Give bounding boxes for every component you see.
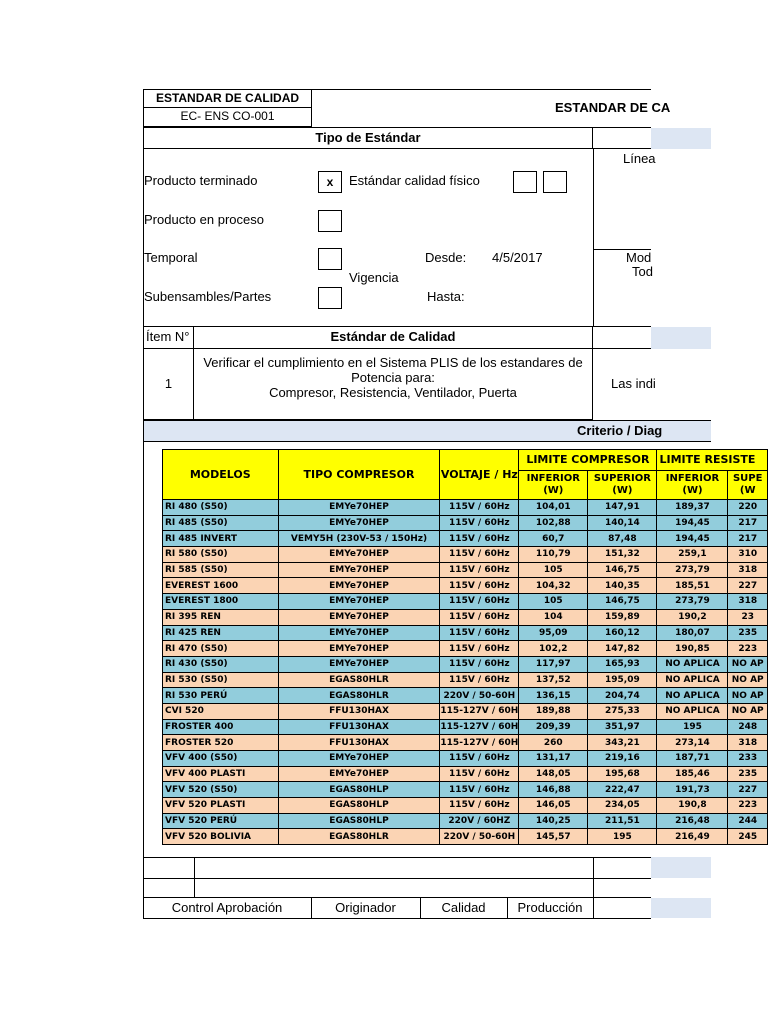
header-tipo-compresor: TIPO COMPRESOR — [278, 450, 440, 500]
model-cell: FROSTER 400 — [163, 719, 279, 735]
resistencia-inferior-cell: 195 — [657, 719, 728, 735]
table-row — [163, 641, 768, 657]
compresor-superior-cell: 234,05 — [588, 798, 657, 814]
tipo-compresor-cell: EMYe70HEP — [278, 641, 440, 657]
subensambles-checkbox[interactable] — [318, 287, 342, 309]
voltaje-cell: 220V / 50-60H — [440, 688, 519, 704]
resistencia-superior-cell: 245 — [728, 829, 768, 845]
resistencia-superior-cell: 217 — [728, 531, 768, 547]
tipo-compresor-cell: EGAS80HLP — [278, 782, 440, 798]
voltaje-cell: 115V / 60Hz — [440, 656, 519, 672]
resistencia-inferior-cell: 189,37 — [657, 500, 728, 516]
compresor-superior-cell: 160,12 — [588, 625, 657, 641]
compresor-superior-cell: 195,09 — [588, 672, 657, 688]
resistencia-superior-cell: 318 — [728, 562, 768, 578]
resistencia-inferior-cell: 259,1 — [657, 547, 728, 563]
tipo-compresor-cell: FFU130HAX — [278, 719, 440, 735]
compresor-superior-cell: 146,75 — [588, 562, 657, 578]
resistencia-superior-cell: 223 — [728, 798, 768, 814]
compresor-superior-cell: 165,93 — [588, 656, 657, 672]
voltaje-cell: 115V / 60Hz — [440, 782, 519, 798]
model-cell: VFV 400 (S50) — [163, 751, 279, 767]
model-cell: RI 485 (S50) — [163, 515, 279, 531]
item-number: 1 — [164, 376, 173, 391]
compresor-superior-cell: 87,48 — [588, 531, 657, 547]
resistencia-superior-cell: 248 — [728, 719, 768, 735]
compresor-superior-cell: 147,82 — [588, 641, 657, 657]
resistencia-superior-cell: 223 — [728, 641, 768, 657]
voltaje-cell: 115V / 60Hz — [440, 500, 519, 516]
table-row — [163, 672, 768, 688]
producto-terminado-checkbox[interactable]: x — [318, 171, 342, 193]
model-cell: VFV 520 BOLIVIA — [163, 829, 279, 845]
temporal-checkbox[interactable] — [318, 248, 342, 270]
compresor-superior-cell: 159,89 — [588, 609, 657, 625]
tipo-compresor-cell: EGAS80HLR — [278, 688, 440, 704]
resistencia-inferior-cell: 190,2 — [657, 609, 728, 625]
voltaje-cell: 115V / 60Hz — [440, 672, 519, 688]
compresor-inferior-cell: 104,32 — [519, 578, 588, 594]
table-row — [163, 578, 768, 594]
tipo-compresor-cell: VEMY5H (230V-53 / 150Hz) — [278, 531, 440, 547]
resistencia-superior-cell: 235 — [728, 625, 768, 641]
model-cell: RI 470 (S50) — [163, 641, 279, 657]
resistencia-inferior-cell: 216,48 — [657, 813, 728, 829]
compresor-superior-cell: 219,16 — [588, 751, 657, 767]
header-inferior: INFERIOR (W) — [519, 471, 588, 500]
voltaje-cell: 115V / 60Hz — [440, 609, 519, 625]
tipo-compresor-cell: EMYe70HEP — [278, 594, 440, 610]
model-cell: EVEREST 1600 — [163, 578, 279, 594]
item-right-text: Las indi — [611, 376, 656, 391]
resistencia-superior-cell: 227 — [728, 578, 768, 594]
model-cell: RI 425 REN — [163, 625, 279, 641]
model-cell: FROSTER 520 — [163, 735, 279, 751]
tipo-compresor-cell: EMYe70HEP — [278, 500, 440, 516]
resistencia-superior-cell: 235 — [728, 766, 768, 782]
table-row — [163, 751, 768, 767]
resistencia-inferior-cell: 190,8 — [657, 798, 728, 814]
header-voltaje: VOLTAJE / Hz — [440, 450, 519, 500]
voltaje-cell: 115V / 60Hz — [440, 578, 519, 594]
resistencia-superior-cell: 318 — [728, 735, 768, 751]
tipo-compresor-cell: EMYe70HEP — [278, 609, 440, 625]
subensambles-label: Subensambles/Partes — [144, 289, 272, 304]
compresor-inferior-cell: 104 — [519, 609, 588, 625]
model-cell: VFV 520 PLASTI — [163, 798, 279, 814]
tipo-compresor-cell: FFU130HAX — [278, 735, 440, 751]
estandar-calidad-label: Estándar de Calidad — [330, 329, 456, 344]
voltaje-cell: 115V / 60Hz — [440, 594, 519, 610]
item-num-label: Ítem N° — [146, 329, 190, 344]
resistencia-superior-cell: 318 — [728, 594, 768, 610]
voltaje-cell: 115V / 60Hz — [440, 641, 519, 657]
resistencia-superior-cell: NO AP — [728, 672, 768, 688]
resistencia-inferior-cell: 190,85 — [657, 641, 728, 657]
item-line-1: Verificar el cumplimiento en el Sistema PLIS de los estandares de — [203, 355, 583, 370]
tipo-heading: Tipo de Estándar — [315, 130, 421, 145]
tipo-compresor-cell: EMYe70HEP — [278, 625, 440, 641]
compresor-superior-cell: 195,68 — [588, 766, 657, 782]
models-table — [162, 449, 768, 845]
compresor-inferior-cell: 104,01 — [519, 500, 588, 516]
item-line-3: Compresor, Resistencia, Ventilador, Puerta — [269, 385, 517, 400]
tipo-compresor-cell: EMYe70HEP — [278, 578, 440, 594]
resistencia-inferior-cell: 194,45 — [657, 531, 728, 547]
header-superior: SUPERIOR (W) — [588, 471, 657, 500]
resistencia-inferior-cell: NO APLICA — [657, 688, 728, 704]
compresor-inferior-cell: 110,79 — [519, 547, 588, 563]
model-cell: EVEREST 1800 — [163, 594, 279, 610]
model-cell: RI 480 (S50) — [163, 500, 279, 516]
voltaje-cell: 115V / 60Hz — [440, 798, 519, 814]
resistencia-inferior-cell: 273,14 — [657, 735, 728, 751]
resistencia-superior-cell: 217 — [728, 515, 768, 531]
table-row — [163, 515, 768, 531]
compresor-inferior-cell: 209,39 — [519, 719, 588, 735]
compresor-superior-cell: 275,33 — [588, 703, 657, 719]
table-row — [163, 656, 768, 672]
voltaje-cell: 115-127V / 60H — [440, 719, 519, 735]
model-cell: RI 395 REN — [163, 609, 279, 625]
compresor-inferior-cell: 148,05 — [519, 766, 588, 782]
table-row — [163, 625, 768, 641]
tipo-compresor-cell: EMYe70HEP — [278, 547, 440, 563]
model-cell: CVI 520 — [163, 703, 279, 719]
compresor-superior-cell: 195 — [588, 829, 657, 845]
voltaje-cell: 115-127V / 60H — [440, 735, 519, 751]
compresor-inferior-cell: 105 — [519, 594, 588, 610]
header-modelos: MODELOS — [163, 450, 279, 500]
table-row — [163, 703, 768, 719]
compresor-inferior-cell: 117,97 — [519, 656, 588, 672]
tipo-compresor-cell: EMYe70HEP — [278, 515, 440, 531]
voltaje-cell: 115V / 60Hz — [440, 625, 519, 641]
compresor-superior-cell: 151,32 — [588, 547, 657, 563]
vigencia-label: Vigencia — [349, 270, 399, 285]
compresor-superior-cell: 222,47 — [588, 782, 657, 798]
resistencia-superior-cell: 227 — [728, 782, 768, 798]
tipo-compresor-cell: EGAS80HLR — [278, 829, 440, 845]
table-row — [163, 766, 768, 782]
model-cell: VFV 520 (S50) — [163, 782, 279, 798]
resistencia-inferior-cell: 273,79 — [657, 594, 728, 610]
header-inferior-resistencia: INFERIOR (W) — [657, 471, 728, 500]
table-row — [163, 735, 768, 751]
voltaje-cell: 115V / 60Hz — [440, 751, 519, 767]
compresor-inferior-cell: 95,09 — [519, 625, 588, 641]
producto-proceso-checkbox[interactable] — [318, 210, 342, 232]
table-row — [163, 829, 768, 845]
resistencia-superior-cell: NO AP — [728, 703, 768, 719]
tipo-compresor-cell: EMYe70HEP — [278, 751, 440, 767]
resistencia-inferior-cell: 191,73 — [657, 782, 728, 798]
resistencia-superior-cell: NO AP — [728, 688, 768, 704]
voltaje-cell: 115-127V / 60H — [440, 703, 519, 719]
resistencia-inferior-cell: 185,51 — [657, 578, 728, 594]
voltaje-cell: 115V / 60Hz — [440, 562, 519, 578]
compresor-inferior-cell: 260 — [519, 735, 588, 751]
table-row — [163, 719, 768, 735]
model-cell: VFV 400 PLASTI — [163, 766, 279, 782]
resistencia-superior-cell: NO AP — [728, 656, 768, 672]
compresor-inferior-cell: 105 — [519, 562, 588, 578]
model-cell: RI 485 INVERT — [163, 531, 279, 547]
voltaje-cell: 115V / 60Hz — [440, 515, 519, 531]
modelo-label: Mod — [626, 250, 652, 265]
table-row — [163, 562, 768, 578]
producto-proceso-label: Producto en proceso — [144, 212, 264, 227]
todos-label: Tod — [632, 264, 653, 279]
model-cell: RI 530 (S50) — [163, 672, 279, 688]
originador-label: Originador — [335, 900, 396, 915]
resistencia-inferior-cell: NO APLICA — [657, 703, 728, 719]
header-superior-resistencia: SUPE (W — [728, 471, 768, 500]
resistencia-inferior-cell: NO APLICA — [657, 672, 728, 688]
voltaje-cell: 115V / 60Hz — [440, 547, 519, 563]
compresor-superior-cell: 140,14 — [588, 515, 657, 531]
compresor-inferior-cell: 140,25 — [519, 813, 588, 829]
table-row — [163, 594, 768, 610]
resistencia-inferior-cell: 194,45 — [657, 515, 728, 531]
model-cell: RI 430 (S50) — [163, 656, 279, 672]
tipo-compresor-cell: EGAS80HLP — [278, 798, 440, 814]
compresor-inferior-cell: 145,57 — [519, 829, 588, 845]
table-row — [163, 688, 768, 704]
resistencia-superior-cell: 244 — [728, 813, 768, 829]
estandar-fisico-checkbox-2[interactable] — [543, 171, 567, 193]
standard-label: ESTANDAR DE CALIDAD — [155, 91, 300, 105]
criterio-label: Criterio / Diag — [577, 423, 663, 438]
resistencia-inferior-cell: 273,79 — [657, 562, 728, 578]
desde-value: 4/5/2017 — [492, 250, 543, 265]
compresor-inferior-cell: 131,17 — [519, 751, 588, 767]
compresor-superior-cell: 351,97 — [588, 719, 657, 735]
resistencia-inferior-cell: 185,46 — [657, 766, 728, 782]
estandar-fisico-label: Estándar calidad físico — [349, 173, 480, 188]
tipo-compresor-cell: EGAS80HLP — [278, 813, 440, 829]
voltaje-cell: 115V / 60Hz — [440, 766, 519, 782]
compresor-inferior-cell: 136,15 — [519, 688, 588, 704]
compresor-superior-cell: 146,75 — [588, 594, 657, 610]
control-aprobacion-label: Control Aprobación — [171, 900, 283, 915]
compresor-superior-cell: 343,21 — [588, 735, 657, 751]
table-row — [163, 798, 768, 814]
calidad-label: Calidad — [441, 900, 486, 915]
header-limite-compresor: LIMITE COMPRESOR — [519, 450, 657, 471]
compresor-inferior-cell: 102,2 — [519, 641, 588, 657]
voltaje-cell: 115V / 60Hz — [440, 531, 519, 547]
hasta-label: Hasta: — [427, 289, 465, 304]
table-row — [163, 500, 768, 516]
item-line-2: Potencia para: — [351, 370, 435, 385]
resistencia-superior-cell: 220 — [728, 500, 768, 516]
compresor-inferior-cell: 60,7 — [519, 531, 588, 547]
resistencia-superior-cell: 310 — [728, 547, 768, 563]
compresor-inferior-cell: 137,52 — [519, 672, 588, 688]
resistencia-superior-cell: 23 — [728, 609, 768, 625]
compresor-superior-cell: 147,91 — [588, 500, 657, 516]
tipo-compresor-cell: EMYe70HEP — [278, 562, 440, 578]
voltaje-cell: 220V / 60HZ — [440, 813, 519, 829]
document-code: EC- ENS CO-001 — [180, 109, 275, 123]
compresor-superior-cell: 211,51 — [588, 813, 657, 829]
compresor-superior-cell: 204,74 — [588, 688, 657, 704]
table-row — [163, 609, 768, 625]
compresor-inferior-cell: 102,88 — [519, 515, 588, 531]
desde-label: Desde: — [425, 250, 467, 265]
voltaje-cell: 220V / 50-60H — [440, 829, 519, 845]
model-cell: RI 585 (S50) — [163, 562, 279, 578]
compresor-inferior-cell: 146,05 — [519, 798, 588, 814]
compresor-inferior-cell: 189,88 — [519, 703, 588, 719]
model-cell: RI 530 PERÚ — [163, 688, 279, 704]
linea-label: Línea — [623, 151, 656, 166]
table-row — [163, 531, 768, 547]
resistencia-superior-cell: 233 — [728, 751, 768, 767]
tipo-compresor-cell: FFU130HAX — [278, 703, 440, 719]
table-row — [163, 547, 768, 563]
compresor-superior-cell: 140,35 — [588, 578, 657, 594]
model-cell: RI 580 (S50) — [163, 547, 279, 563]
resistencia-inferior-cell: 187,71 — [657, 751, 728, 767]
table-row — [163, 813, 768, 829]
producto-terminado-label: Producto terminado — [144, 173, 258, 188]
table-row — [163, 782, 768, 798]
tipo-compresor-cell: EMYe70HEP — [278, 656, 440, 672]
header-limite-resistencia: LIMITE RESISTE — [657, 450, 768, 471]
compresor-inferior-cell: 146,88 — [519, 782, 588, 798]
temporal-label: Temporal — [144, 250, 198, 265]
tipo-compresor-cell: EGAS80HLR — [278, 672, 440, 688]
resistencia-inferior-cell: 216,49 — [657, 829, 728, 845]
estandar-fisico-checkbox-1[interactable] — [513, 171, 537, 193]
produccion-label: Producción — [517, 900, 583, 915]
document-title: ESTANDAR DE CA — [555, 100, 671, 115]
tipo-compresor-cell: EMYe70HEP — [278, 766, 440, 782]
resistencia-inferior-cell: 180,07 — [657, 625, 728, 641]
model-cell: VFV 520 PERÚ — [163, 813, 279, 829]
resistencia-inferior-cell: NO APLICA — [657, 656, 728, 672]
